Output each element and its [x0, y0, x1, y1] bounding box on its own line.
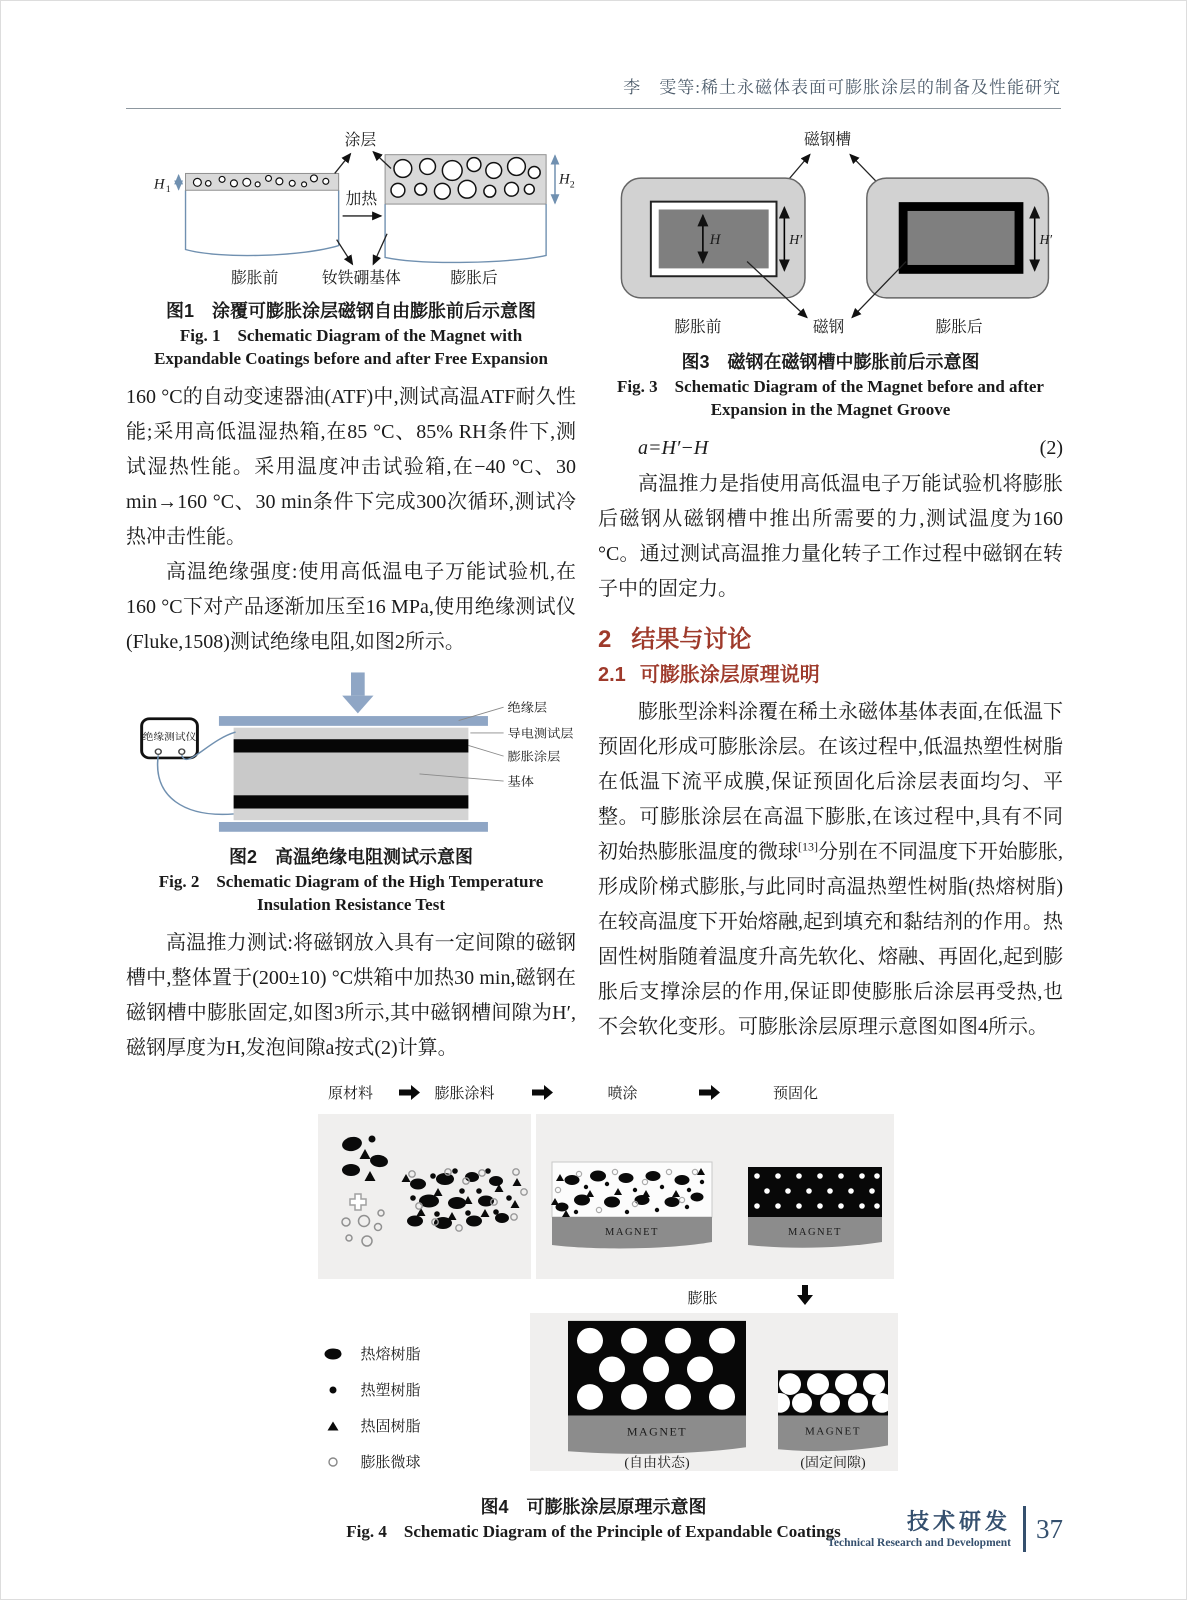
fig4-state-fixed-label: (固定间隙) — [799, 1456, 866, 1471]
thermoset-resin-icon — [321, 1421, 345, 1431]
legend-label: 热塑树脂 — [360, 1383, 421, 1399]
fig4-precured-sample — [748, 1167, 882, 1248]
fig1-label-h1: H — [153, 176, 165, 193]
citation-13: [13] — [798, 839, 818, 854]
fig1-after-sample — [385, 155, 575, 263]
legend-item-thermoset — [321, 1415, 493, 1436]
fig1-label-substrate: 钕铁硼基体 — [321, 270, 401, 288]
legend-item-microsphere — [321, 1451, 493, 1472]
thermoplastic-resin-icon — [321, 1385, 345, 1395]
footer-divider — [1023, 1506, 1026, 1552]
fig2-label-tester: 绝缘测试仪 — [142, 732, 197, 743]
fig3-label-groove: 磁钢槽 — [804, 131, 852, 149]
two-column-layout — [126, 129, 1061, 1066]
fig2-label-substrate: 基体 — [507, 775, 534, 789]
fig2-press-arrow — [342, 672, 373, 713]
fig1-label-h2: H — [558, 171, 570, 188]
fig1-label-h1-sub: 1 — [165, 184, 171, 196]
right-arrow-icon — [531, 1085, 553, 1100]
fig1-before-sample — [153, 173, 339, 255]
section-2-1-heading — [598, 658, 1063, 687]
running-title: 李 雯等:稀土永磁体表面可膨胀涂层的制备及性能研究 — [126, 1, 1061, 109]
paragraph-coating-principle-text: 膨胀型涂料涂覆在稀土永磁体基体表面,在低温下预固化形成可膨胀涂层。在该过程中,低温热塑性树脂在低温下流平成膜,保证预固化后涂层表面均匀、平整。可膨胀涂层在高温下膨胀,在该过程中,具有不同初始热膨胀温度的微球 — [598, 701, 1063, 863]
fig2-label-conductive-layer: 导电测试层 — [507, 726, 574, 741]
left-column — [126, 129, 576, 1066]
figure3-diagram — [598, 129, 1063, 343]
fig4-step-spraying: 喷涂 — [607, 1086, 638, 1102]
fig4-panel-materials — [318, 1114, 531, 1279]
fig3-before-assembly — [621, 178, 805, 298]
fig3-label-before: 膨胀前 — [674, 319, 722, 337]
section-2-number: 2 — [598, 626, 612, 653]
figure4-bottom-row — [284, 1313, 904, 1487]
fig3-label-hprime-right: H′ — [1039, 231, 1053, 247]
legend-label: 热固树脂 — [360, 1419, 421, 1435]
fig1-label-coating: 涂层 — [344, 131, 377, 149]
fig4-panel-spray-precure — [536, 1114, 894, 1279]
fig4-step-raw-materials: 原材料 — [327, 1086, 374, 1102]
paragraph-coating-principle — [598, 695, 1063, 1045]
figure4-block — [284, 1080, 904, 1543]
fig4-expand-label: 膨胀 — [687, 1291, 718, 1307]
fig4-fixed-gap-sample — [770, 1370, 892, 1471]
fig4-magnet-label-1: MAGNET — [604, 1227, 659, 1238]
figure2-caption-en2: Insulation Resistance Test — [257, 895, 445, 914]
section-2-heading — [598, 619, 1063, 654]
fig3-label-hprime-left: H′ — [789, 231, 803, 247]
fig3-label-after: 膨胀后 — [935, 319, 983, 337]
fig2-label-insulation-layer: 绝缘层 — [507, 701, 548, 715]
paragraph-coating-principle-text2: 分别在不同温度下开始膨胀,形成阶梯式膨胀,与此同时高温热塑性树脂(热熔树脂)在较高温度下开始熔融,起到填充和黏结剂的作用。热固性树脂随着温度升高先软化、熔融、再固化,起到膨胀后支撑涂层的作用,保证即使膨胀后涂层再受热,也不会软化变形。可膨胀涂层原理示意图如图4所示。 — [598, 841, 1063, 1038]
figure1-caption — [126, 299, 576, 370]
right-arrow-icon — [398, 1085, 420, 1100]
legend-label: 膨胀微球 — [360, 1455, 421, 1471]
figure4-caption-zh: 图4 可膨胀涂层原理示意图 — [480, 1497, 707, 1517]
legend-label: 热熔树脂 — [360, 1347, 421, 1363]
fig4-magnet-label-3: MAGNET — [626, 1424, 687, 1439]
fig2-layer-stack — [219, 716, 488, 832]
figure3-caption-en2: Expansion in the Magnet Groove — [710, 400, 951, 419]
equation-2-body: a=H′−H — [638, 437, 709, 459]
fig4-mixed-paint-group — [401, 1168, 527, 1231]
figure1-caption-en2: Expandable Coatings before and after Free Expansion — [154, 349, 548, 368]
fig4-step-precuring: 预固化 — [772, 1086, 819, 1102]
fig4-state-free-label: (自由状态) — [623, 1456, 690, 1471]
right-column — [598, 129, 1063, 1066]
figure2-caption-zh: 图2 高温绝缘电阻测试示意图 — [228, 847, 473, 867]
paragraph-push-test: 高温推力测试:将磁钢放入具有一定间隙的磁钢槽中,整体置于(200±10) °C烘箱中加热30 min,磁钢在磁钢槽中膨胀固定,如图3所示,其中磁钢槽间隙为H′,磁钢厚度为H,发泡间隙a按式(2)计算。 — [126, 932, 576, 1059]
page-number: 37 — [1036, 1513, 1063, 1544]
down-arrow-icon — [797, 1285, 813, 1306]
right-arrow-icon — [698, 1085, 720, 1100]
section-2-1-number: 2.1 — [598, 664, 626, 686]
figure4-expand-row — [284, 1279, 904, 1313]
paragraph-push-force: 高温推力是指使用高低温电子万能试验机将膨胀后磁钢从磁钢槽中推出所需要的力,测试温度为160 °C。通过测试高温推力量化转子工作过程中磁钢在转子中的固定力。 — [598, 473, 1063, 600]
fig4-step-expandable-paint: 膨胀涂料 — [434, 1086, 495, 1102]
fig1-label-after: 膨胀后 — [450, 270, 498, 288]
figure2-caption — [126, 845, 576, 916]
legend-item-hotmelt — [321, 1343, 493, 1364]
fig1-label-before: 膨胀前 — [230, 270, 279, 288]
paragraph-atf-test: 160 °C的自动变速器油(ATF)中,测试高温ATF耐久性能;采用高低温湿热箱,在85 °C、85% RH条件下,测试湿热性能。采用温度冲击试验箱,在−40 °C、30 min→160 °C、30 min条件下完成300次循环,测试冷热冲击性能。 — [126, 386, 576, 548]
footer-section — [827, 1510, 1011, 1549]
fig4-raw-materials-group — [340, 1135, 388, 1246]
figure2-diagram — [126, 660, 576, 838]
figure1-caption-en1: Fig. 1 Schematic Diagram of the Magnet with — [179, 326, 523, 345]
equation-2 — [598, 431, 1063, 465]
section-2-1-title: 可膨胀涂层原理说明 — [639, 664, 820, 686]
figure4-legend — [321, 1343, 493, 1487]
fig4-panel-expanded — [530, 1313, 898, 1471]
hotmelt-resin-icon — [321, 1347, 345, 1361]
figure3-caption-en1: Fig. 3 Schematic Diagram of the Magnet before and after — [617, 377, 1044, 396]
fig1-label-heating: 加热 — [345, 191, 378, 209]
figure4-caption-en: Fig. 4 Schematic Diagram of the Principle of Expandable Coatings — [346, 1522, 841, 1541]
figure3-caption-zh: 图3 磁钢在磁钢槽中膨胀前后示意图 — [681, 352, 980, 372]
footer-section-en: Technical Research and Development — [827, 1536, 1011, 1549]
fig4-magnet-label-2: MAGNET — [787, 1227, 842, 1238]
page-footer — [827, 1506, 1063, 1552]
expandable-microsphere-icon — [321, 1456, 345, 1468]
figure4-flow-row — [284, 1080, 904, 1104]
fig2-label-expandable-coating: 膨胀涂层 — [507, 750, 561, 764]
fig3-label-h: H — [709, 231, 721, 248]
footer-section-zh: 技术研发 — [906, 1508, 1011, 1534]
paragraph-insulation-strength: 高温绝缘强度:使用高低温电子万能试验机,在160 °C下对产品逐渐加压至16 MPa,使用绝缘测试仪(Fluke,1508)测试绝缘电阻,如图2所示。 — [126, 561, 576, 653]
figure3-caption — [598, 350, 1063, 421]
fig2-tester-box — [142, 719, 236, 815]
fig3-label-magnet: 磁钢 — [812, 319, 845, 337]
fig3-after-assembly — [867, 178, 1053, 298]
figure1-caption-zh: 图1 涂覆可膨胀涂层磁钢自由膨胀前后示意图 — [165, 301, 536, 321]
figure1-diagram — [126, 129, 576, 292]
legend-item-thermoplastic — [321, 1379, 493, 1400]
figure4-top-panels — [284, 1114, 904, 1279]
fig1-label-h2-sub: 2 — [569, 179, 575, 191]
fig4-sprayed-sample — [551, 1162, 712, 1248]
equation-2-number: (2) — [1039, 437, 1063, 459]
fig4-free-state-sample — [568, 1321, 746, 1471]
section-2-title: 结果与讨论 — [631, 626, 752, 653]
fig4-magnet-label-4: MAGNET — [804, 1425, 861, 1438]
figure2-caption-en1: Fig. 2 Schematic Diagram of the High Temperature — [158, 872, 544, 891]
